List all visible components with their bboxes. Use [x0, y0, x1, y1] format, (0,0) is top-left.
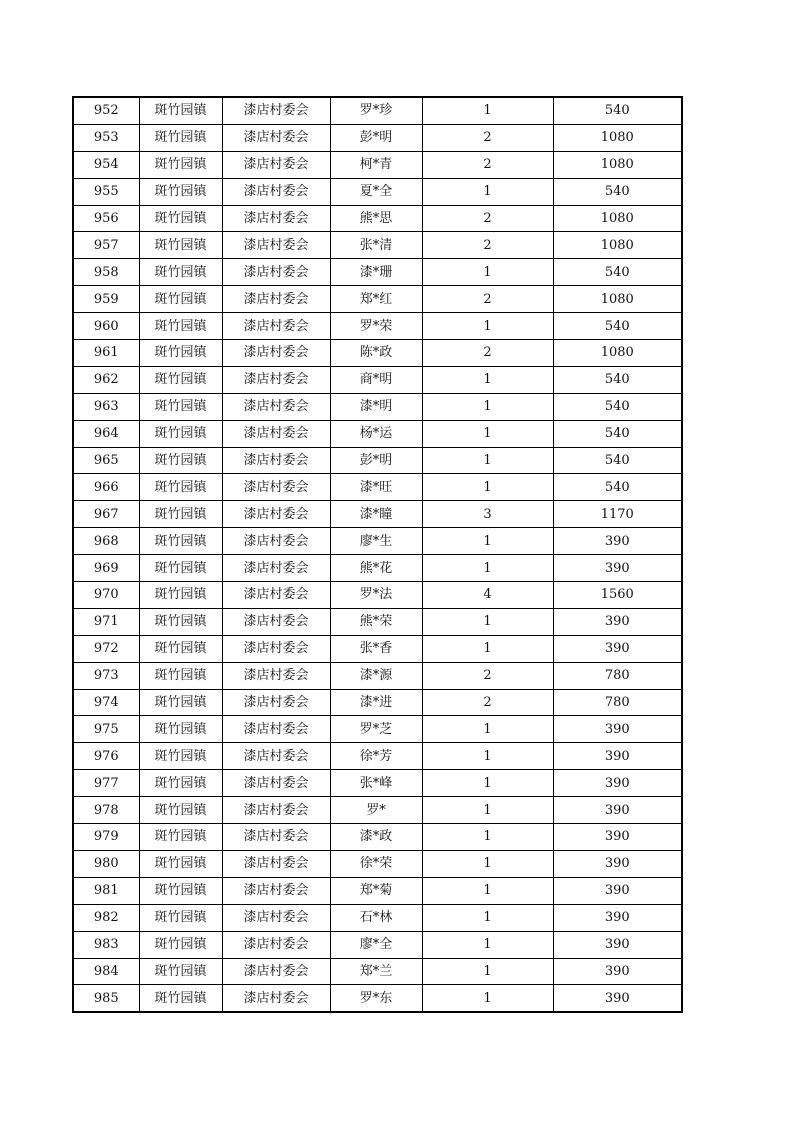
town-cell: 斑竹园镇: [139, 985, 222, 1012]
person-count-cell: 1: [422, 850, 553, 877]
amount-cell: 390: [553, 608, 682, 635]
row-number-cell: 974: [73, 689, 139, 716]
person-count-cell: 1: [422, 985, 553, 1012]
person-count-cell: 1: [422, 528, 553, 555]
village-committee-cell: 漆店村委会: [222, 232, 330, 259]
row-number-cell: 975: [73, 716, 139, 743]
name-cell: 郑*菊: [330, 877, 422, 904]
name-cell: 廖*生: [330, 528, 422, 555]
name-cell: 彭*明: [330, 447, 422, 474]
name-cell: 熊*荣: [330, 608, 422, 635]
row-number-cell: 957: [73, 232, 139, 259]
row-number-cell: 966: [73, 474, 139, 501]
person-count-cell: 1: [422, 824, 553, 851]
person-count-cell: 2: [422, 232, 553, 259]
town-cell: 斑竹园镇: [139, 151, 222, 178]
town-cell: 斑竹园镇: [139, 824, 222, 851]
name-cell: 夏*全: [330, 178, 422, 205]
village-committee-cell: 漆店村委会: [222, 985, 330, 1012]
amount-cell: 780: [553, 662, 682, 689]
name-cell: 柯*青: [330, 151, 422, 178]
amount-cell: 1080: [553, 340, 682, 367]
table-row: [73, 662, 682, 689]
amount-cell: 1080: [553, 205, 682, 232]
name-cell: 漆*源: [330, 662, 422, 689]
town-cell: 斑竹园镇: [139, 770, 222, 797]
name-cell: 彭*明: [330, 124, 422, 151]
person-count-cell: 1: [422, 931, 553, 958]
person-count-cell: 4: [422, 582, 553, 609]
table-row: [73, 313, 682, 340]
person-count-cell: 1: [422, 555, 553, 582]
village-committee-cell: 漆店村委会: [222, 474, 330, 501]
table-row: [73, 931, 682, 958]
village-committee-cell: 漆店村委会: [222, 770, 330, 797]
village-committee-cell: 漆店村委会: [222, 958, 330, 985]
row-number-cell: 983: [73, 931, 139, 958]
table-row: [73, 582, 682, 609]
person-count-cell: 2: [422, 286, 553, 313]
name-cell: 漆*瞳: [330, 501, 422, 528]
town-cell: 斑竹园镇: [139, 366, 222, 393]
town-cell: 斑竹园镇: [139, 205, 222, 232]
name-cell: 罗*: [330, 797, 422, 824]
amount-cell: 540: [553, 447, 682, 474]
amount-cell: 390: [553, 635, 682, 662]
town-cell: 斑竹园镇: [139, 931, 222, 958]
town-cell: 斑竹园镇: [139, 340, 222, 367]
amount-cell: 390: [553, 716, 682, 743]
amount-cell: 1560: [553, 582, 682, 609]
row-number-cell: 976: [73, 743, 139, 770]
town-cell: 斑竹园镇: [139, 313, 222, 340]
row-number-cell: 979: [73, 824, 139, 851]
row-number-cell: 968: [73, 528, 139, 555]
row-number-cell: 963: [73, 393, 139, 420]
row-number-cell: 973: [73, 662, 139, 689]
row-number-cell: 981: [73, 877, 139, 904]
row-number-cell: 984: [73, 958, 139, 985]
table-body: [73, 97, 682, 1012]
table-row: [73, 635, 682, 662]
village-committee-cell: 漆店村委会: [222, 393, 330, 420]
row-number-cell: 969: [73, 555, 139, 582]
table-row: [73, 420, 682, 447]
village-committee-cell: 漆店村委会: [222, 743, 330, 770]
town-cell: 斑竹园镇: [139, 797, 222, 824]
town-cell: 斑竹园镇: [139, 850, 222, 877]
name-cell: 漆*明: [330, 393, 422, 420]
town-cell: 斑竹园镇: [139, 97, 222, 124]
amount-cell: 1080: [553, 286, 682, 313]
village-committee-cell: 漆店村委会: [222, 635, 330, 662]
table-row: [73, 985, 682, 1012]
table-row: [73, 232, 682, 259]
amount-cell: 540: [553, 393, 682, 420]
name-cell: 罗*法: [330, 582, 422, 609]
person-count-cell: 1: [422, 743, 553, 770]
name-cell: 漆*政: [330, 824, 422, 851]
village-committee-cell: 漆店村委会: [222, 420, 330, 447]
village-committee-cell: 漆店村委会: [222, 340, 330, 367]
town-cell: 斑竹园镇: [139, 555, 222, 582]
row-number-cell: 980: [73, 850, 139, 877]
name-cell: 张*香: [330, 635, 422, 662]
person-count-cell: 2: [422, 151, 553, 178]
amount-cell: 1080: [553, 232, 682, 259]
table-row: [73, 286, 682, 313]
amount-cell: 780: [553, 689, 682, 716]
village-committee-cell: 漆店村委会: [222, 904, 330, 931]
name-cell: 陈*政: [330, 340, 422, 367]
town-cell: 斑竹园镇: [139, 232, 222, 259]
village-committee-cell: 漆店村委会: [222, 716, 330, 743]
name-cell: 漆*进: [330, 689, 422, 716]
row-number-cell: 978: [73, 797, 139, 824]
row-number-cell: 961: [73, 340, 139, 367]
amount-cell: 1080: [553, 151, 682, 178]
table-row: [73, 824, 682, 851]
table-row: [73, 877, 682, 904]
village-committee-cell: 漆店村委会: [222, 850, 330, 877]
row-number-cell: 967: [73, 501, 139, 528]
amount-cell: 390: [553, 904, 682, 931]
table-row: [73, 555, 682, 582]
table-row: [73, 178, 682, 205]
town-cell: 斑竹园镇: [139, 501, 222, 528]
name-cell: 熊*花: [330, 555, 422, 582]
table-row: [73, 205, 682, 232]
town-cell: 斑竹园镇: [139, 420, 222, 447]
name-cell: 廖*全: [330, 931, 422, 958]
amount-cell: 540: [553, 313, 682, 340]
name-cell: 罗*荣: [330, 313, 422, 340]
town-cell: 斑竹园镇: [139, 662, 222, 689]
name-cell: 漆*旺: [330, 474, 422, 501]
town-cell: 斑竹园镇: [139, 904, 222, 931]
town-cell: 斑竹园镇: [139, 877, 222, 904]
table-row: [73, 97, 682, 124]
table-row: [73, 689, 682, 716]
amount-cell: 390: [553, 985, 682, 1012]
table-row: [73, 743, 682, 770]
row-number-cell: 971: [73, 608, 139, 635]
name-cell: 罗*东: [330, 985, 422, 1012]
village-committee-cell: 漆店村委会: [222, 205, 330, 232]
table-row: [73, 608, 682, 635]
person-count-cell: 3: [422, 501, 553, 528]
row-number-cell: 985: [73, 985, 139, 1012]
amount-cell: 390: [553, 528, 682, 555]
row-number-cell: 970: [73, 582, 139, 609]
person-count-cell: 2: [422, 689, 553, 716]
town-cell: 斑竹园镇: [139, 582, 222, 609]
person-count-cell: 1: [422, 366, 553, 393]
amount-cell: 540: [553, 259, 682, 286]
row-number-cell: 953: [73, 124, 139, 151]
person-count-cell: 1: [422, 474, 553, 501]
person-count-cell: 2: [422, 340, 553, 367]
row-number-cell: 960: [73, 313, 139, 340]
table-row: [73, 259, 682, 286]
row-number-cell: 954: [73, 151, 139, 178]
amount-cell: 540: [553, 420, 682, 447]
table-row: [73, 904, 682, 931]
row-number-cell: 965: [73, 447, 139, 474]
row-number-cell: 972: [73, 635, 139, 662]
amount-cell: 540: [553, 366, 682, 393]
amount-cell: 540: [553, 178, 682, 205]
person-count-cell: 1: [422, 608, 553, 635]
person-count-cell: 1: [422, 313, 553, 340]
person-count-cell: 1: [422, 877, 553, 904]
row-number-cell: 955: [73, 178, 139, 205]
amount-cell: 390: [553, 850, 682, 877]
village-committee-cell: 漆店村委会: [222, 689, 330, 716]
row-number-cell: 958: [73, 259, 139, 286]
person-count-cell: 1: [422, 97, 553, 124]
table-row: [73, 340, 682, 367]
table-row: [73, 474, 682, 501]
person-count-cell: 1: [422, 904, 553, 931]
town-cell: 斑竹园镇: [139, 178, 222, 205]
amount-cell: 390: [553, 743, 682, 770]
name-cell: 徐*芳: [330, 743, 422, 770]
village-committee-cell: 漆店村委会: [222, 366, 330, 393]
table-row: [73, 366, 682, 393]
table-row: [73, 770, 682, 797]
name-cell: 石*林: [330, 904, 422, 931]
village-committee-cell: 漆店村委会: [222, 313, 330, 340]
table-row: [73, 447, 682, 474]
town-cell: 斑竹园镇: [139, 286, 222, 313]
town-cell: 斑竹园镇: [139, 124, 222, 151]
town-cell: 斑竹园镇: [139, 743, 222, 770]
table-row: [73, 797, 682, 824]
name-cell: 郑*红: [330, 286, 422, 313]
village-committee-cell: 漆店村委会: [222, 877, 330, 904]
village-committee-cell: 漆店村委会: [222, 501, 330, 528]
table-row: [73, 716, 682, 743]
village-committee-cell: 漆店村委会: [222, 97, 330, 124]
village-committee-cell: 漆店村委会: [222, 797, 330, 824]
village-committee-cell: 漆店村委会: [222, 662, 330, 689]
row-number-cell: 956: [73, 205, 139, 232]
village-committee-cell: 漆店村委会: [222, 124, 330, 151]
amount-cell: 390: [553, 931, 682, 958]
row-number-cell: 977: [73, 770, 139, 797]
amount-cell: 390: [553, 797, 682, 824]
amount-cell: 390: [553, 770, 682, 797]
amount-cell: 1080: [553, 124, 682, 151]
amount-cell: 390: [553, 958, 682, 985]
person-count-cell: 1: [422, 635, 553, 662]
village-committee-cell: 漆店村委会: [222, 555, 330, 582]
name-cell: 杨*运: [330, 420, 422, 447]
town-cell: 斑竹园镇: [139, 259, 222, 286]
village-committee-cell: 漆店村委会: [222, 931, 330, 958]
village-committee-cell: 漆店村委会: [222, 178, 330, 205]
person-count-cell: 1: [422, 770, 553, 797]
amount-cell: 540: [553, 474, 682, 501]
person-count-cell: 1: [422, 178, 553, 205]
village-committee-cell: 漆店村委会: [222, 824, 330, 851]
town-cell: 斑竹园镇: [139, 958, 222, 985]
town-cell: 斑竹园镇: [139, 635, 222, 662]
person-count-cell: 1: [422, 393, 553, 420]
town-cell: 斑竹园镇: [139, 689, 222, 716]
person-count-cell: 1: [422, 447, 553, 474]
amount-cell: 390: [553, 877, 682, 904]
village-committee-cell: 漆店村委会: [222, 582, 330, 609]
table-row: [73, 850, 682, 877]
town-cell: 斑竹园镇: [139, 474, 222, 501]
name-cell: 张*峰: [330, 770, 422, 797]
village-committee-cell: 漆店村委会: [222, 608, 330, 635]
table-row: [73, 151, 682, 178]
person-count-cell: 1: [422, 716, 553, 743]
village-committee-cell: 漆店村委会: [222, 447, 330, 474]
village-committee-cell: 漆店村委会: [222, 259, 330, 286]
table-row: [73, 393, 682, 420]
person-count-cell: 1: [422, 259, 553, 286]
amount-cell: 540: [553, 97, 682, 124]
town-cell: 斑竹园镇: [139, 528, 222, 555]
amount-cell: 390: [553, 824, 682, 851]
village-committee-cell: 漆店村委会: [222, 151, 330, 178]
town-cell: 斑竹园镇: [139, 447, 222, 474]
table-row: [73, 501, 682, 528]
town-cell: 斑竹园镇: [139, 393, 222, 420]
person-count-cell: 2: [422, 205, 553, 232]
name-cell: 张*清: [330, 232, 422, 259]
table-row: [73, 528, 682, 555]
row-number-cell: 982: [73, 904, 139, 931]
person-count-cell: 1: [422, 420, 553, 447]
row-number-cell: 959: [73, 286, 139, 313]
name-cell: 漆*珊: [330, 259, 422, 286]
person-count-cell: 2: [422, 124, 553, 151]
row-number-cell: 952: [73, 97, 139, 124]
name-cell: 商*明: [330, 366, 422, 393]
table-row: [73, 958, 682, 985]
table-row: [73, 124, 682, 151]
name-cell: 罗*珍: [330, 97, 422, 124]
name-cell: 熊*思: [330, 205, 422, 232]
name-cell: 罗*芝: [330, 716, 422, 743]
town-cell: 斑竹园镇: [139, 608, 222, 635]
person-count-cell: 1: [422, 958, 553, 985]
name-cell: 徐*荣: [330, 850, 422, 877]
town-cell: 斑竹园镇: [139, 716, 222, 743]
row-number-cell: 964: [73, 420, 139, 447]
person-count-cell: 1: [422, 797, 553, 824]
name-cell: 郑*兰: [330, 958, 422, 985]
amount-cell: 390: [553, 555, 682, 582]
person-count-cell: 2: [422, 662, 553, 689]
subsidy-table: [72, 96, 683, 1013]
amount-cell: 1170: [553, 501, 682, 528]
row-number-cell: 962: [73, 366, 139, 393]
village-committee-cell: 漆店村委会: [222, 286, 330, 313]
village-committee-cell: 漆店村委会: [222, 528, 330, 555]
